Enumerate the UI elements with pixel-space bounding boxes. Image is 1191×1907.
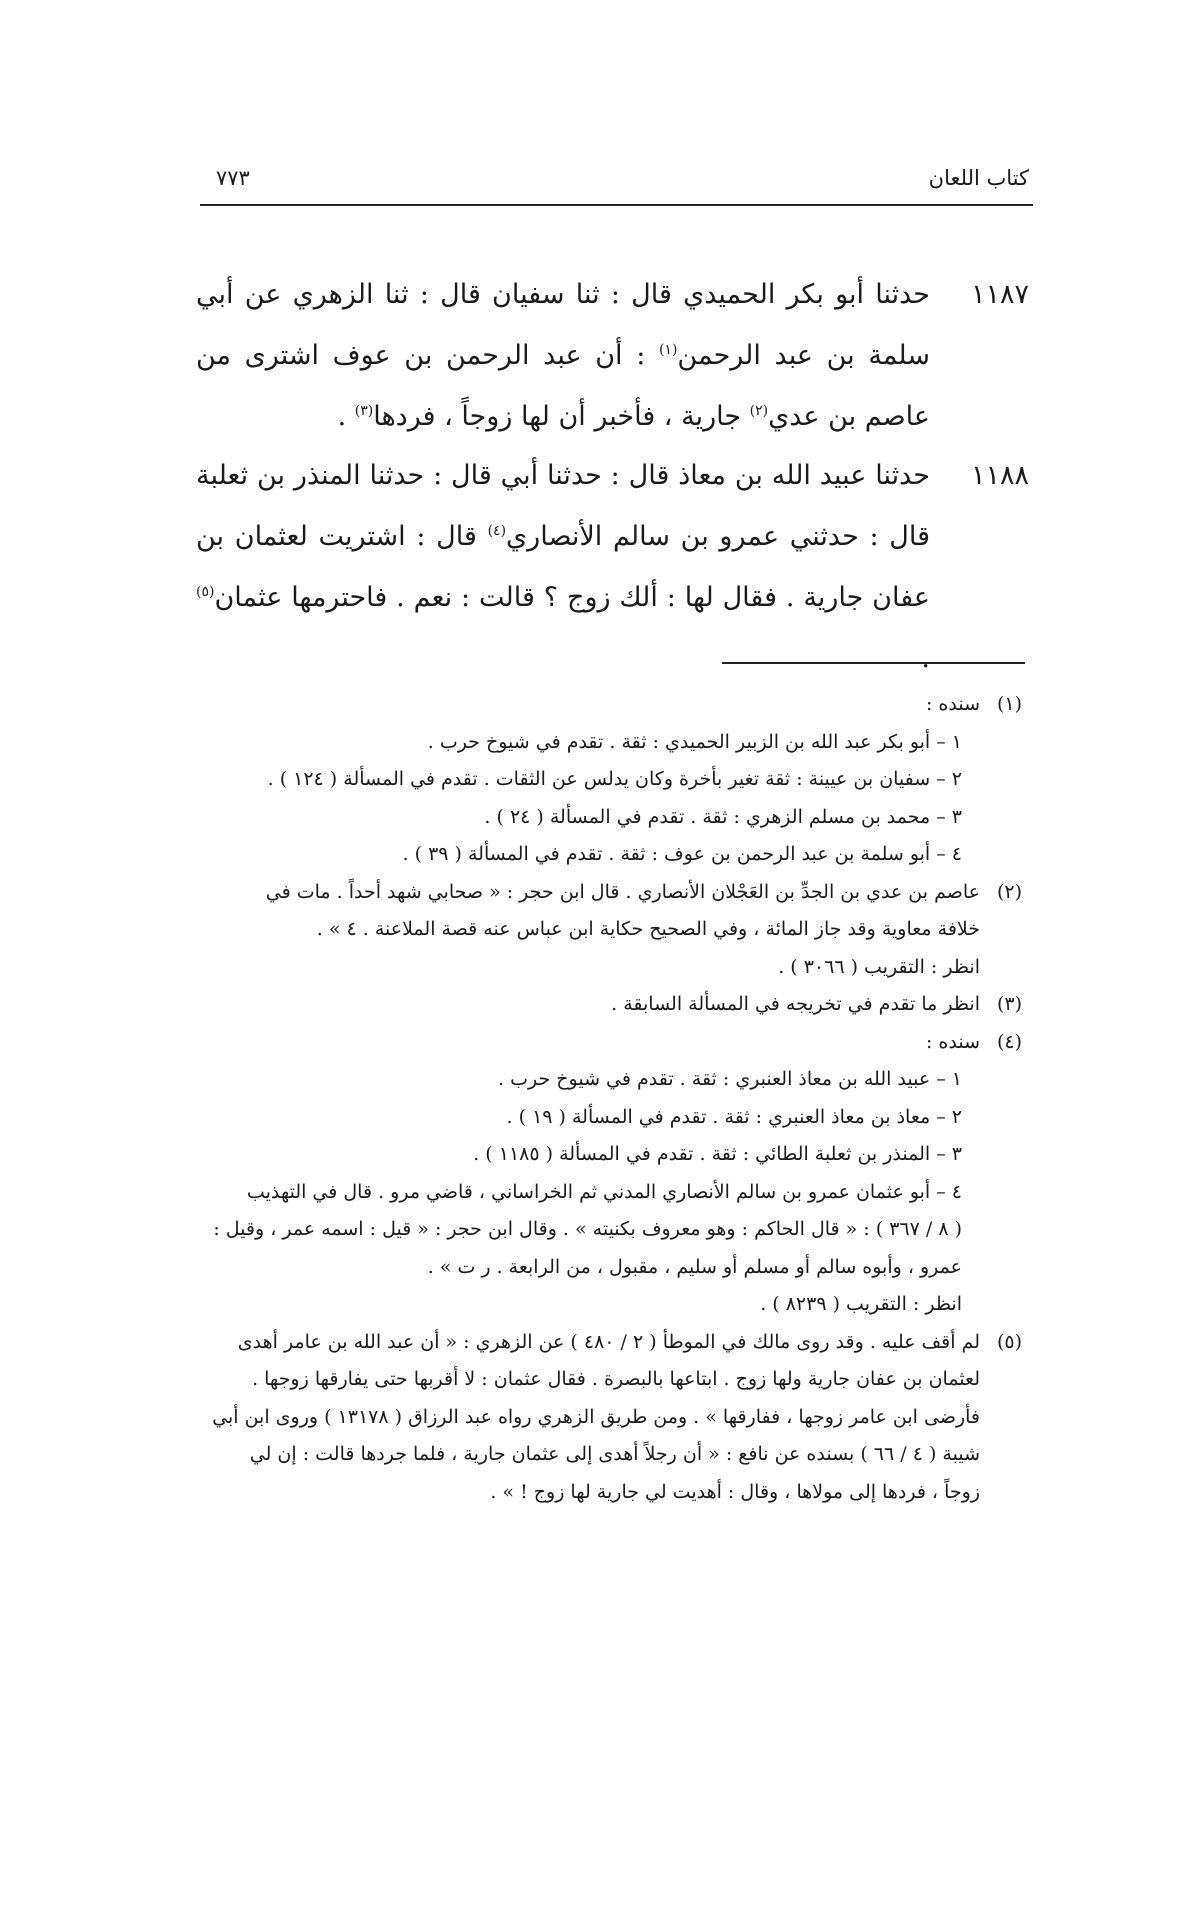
footnote-body [188,874,980,987]
footnote-line: خلافة معاوية وقد جاز المائة ، وفي الصحيح حكاية ابن عباس عنه قصة الملاعنة . ٤ » . [316,918,980,940]
footnote-2 [188,874,1022,987]
footnote-ref: (٣) [354,403,374,419]
hadith-number: ١١٨٧ [970,279,1029,310]
footnote-body [188,1024,980,1062]
hadith-text-part: . [337,401,355,432]
footnote-body [188,1324,980,1512]
footnote-line: انظر : التقريب ( ٨٢٣٩ ) . [760,1293,962,1315]
footnote-heading: سنده : [925,693,980,715]
footnotes [188,686,1022,1511]
footnote-line: ٣ – محمد بن مسلم الزهري : ثقة . تقدم في المسألة ( ٢٤ ) . [484,805,962,828]
footnote-separator [722,662,1025,664]
footnote-list [188,724,962,874]
footnote-line: عاصم بن عدي بن الجدِّ بن العَجْلان الأنصاري . قال ابن حجر : « صحابي شهد أحداً . مات في [265,880,980,903]
footnote-list [188,1061,962,1324]
hadith-1187 [196,264,1028,447]
footnote-line: ١ – عبيد الله بن معاذ العنبري : ثقة . تقدم في شيوخ حرب . [498,1068,962,1090]
footnote-line: زوجاً ، فردها إلى مولاها ، وقال : أهديت لي جارية لها زوج ! » . [490,1480,980,1503]
hadith-text-part: . [921,643,930,674]
footnote-body [188,686,980,724]
hadith-text-part: قال : اشتريت لعثمان بن عفان جارية . فقال لها : ألك زوج ؟ قالت : نعم . فاحترمها عثمان [196,521,930,613]
footnote-line: انظر ما تقدم في تخريجه في المسألة السابقة . [611,993,980,1015]
hadith-number: ١١٨٨ [970,460,1029,491]
page-number: ٧٧٣ [216,166,250,190]
footnote-line: عمرو ، وأبوه سالم أو مسلم أو سليم ، مقبول ، من الرابعة . ر ت » . [427,1255,962,1278]
footnote-line: ٢ – سفيان بن عيينة : ثقة تغير بأخرة وكان يدلس عن الثقات . تقدم في المسألة ( ١٢٤ ) . [267,768,962,790]
footnote-ref: (١) [658,342,678,358]
footnote-heading: سنده : [925,1030,980,1053]
hadith-text [196,445,930,689]
footnote-line: فأرضى ابن عامر زوجها ، ففارقها » . ومن طريق الزهري رواه عبد الرزاق ( ١٣١٧٨ ) وروى ابن أبي [212,1405,980,1428]
footnote-line: شيبة ( ٤ / ٦٦ ) بسنده عن نافع : « أن رجلاً أهدى إلى عثمان جارية ، فلما جردها قالت : إن لي [249,1443,980,1465]
footnote-line: ١ – أبو بكر عبد الله بن الزبير الحميدي : ثقة . تقدم في شيوخ حرب . [427,730,962,753]
hadith-text [196,264,930,447]
chapter-title: كتاب اللعان [928,166,1029,190]
footnote-line: لم أقف عليه . وقد روى مالك في الموطأ ( ٢ / ٤٨٠ ) عن الزهري : « أن عبد الله بن عامر أهدى [237,1330,980,1353]
hadith-1188 [196,445,1028,689]
hadith-text-part: حدثنا أبو بكر الحميدي قال : ثنا سفيان قال : ثنا الزهري عن أبي سلمة بن عبد الرحمن [196,279,930,371]
footnote-5 [188,1324,1022,1512]
footnote-4 [188,1024,1022,1324]
footnote-label: (٢) [996,880,1022,903]
footnote-label: (٤) [996,1030,1022,1053]
page-header [200,160,1033,206]
footnote-line: ٣ – المنذر بن ثعلبة الطائي : ثقة . تقدم في المسألة ( ١١٨٥ ) . [473,1143,962,1165]
footnote-ref: (٥) [196,584,215,600]
footnote-line: ٤ – أبو عثمان عمرو بن سالم الأنصاري المدني ثم الخراساني ، قاضي مرو . قال في التهذيب [246,1180,962,1203]
footnote-label: (٣) [996,993,1022,1015]
hadith-text-part: حدثنا عبيد الله بن معاذ قال : حدثنا أبي قال : حدثنا المنذر بن ثعلبة قال : حدثني عمرو بن سالم الأنصاري [196,460,930,552]
footnote-3 [188,986,1022,1024]
footnote-line: ( ٨ / ٣٦٧ ) : « قال الحاكم : وهو معروف بكنيته » . وقال ابن حجر : « قيل : اسمه عمر ، وقيل : [213,1218,962,1240]
footnote-body [188,986,980,1024]
footnote-label: (١) [996,693,1022,715]
footnote-line: لعثمان بن عفان جارية ولها زوج . ابتاعها بالبصرة . فقال عثمان : لا أقربها حتى يفارقها زوجها . [252,1368,980,1390]
footnote-ref: (٤) [487,523,507,539]
footnote-ref: (٢) [749,403,769,419]
footnote-line: ٤ – أبو سلمة بن عبد الرحمن بن عوف : ثقة . تقدم في المسألة ( ٣٩ ) . [402,843,962,865]
footnote-line: ٢ – معاذ بن معاذ العنبري : ثقة . تقدم في المسألة ( ١٩ ) . [506,1105,962,1128]
hadith-text-part: : أن عبد الرحمن بن عوف اشترى من عاصم بن عدي [196,340,930,432]
footnote-label: (٥) [996,1330,1022,1353]
hadith-text-part: جارية ، فأخبر أن لها زوجاً ، فردها [373,401,750,432]
footnote-line: انظر : التقريب ( ٣٠٦٦ ) . [778,955,980,978]
footnote-1 [188,686,1022,874]
